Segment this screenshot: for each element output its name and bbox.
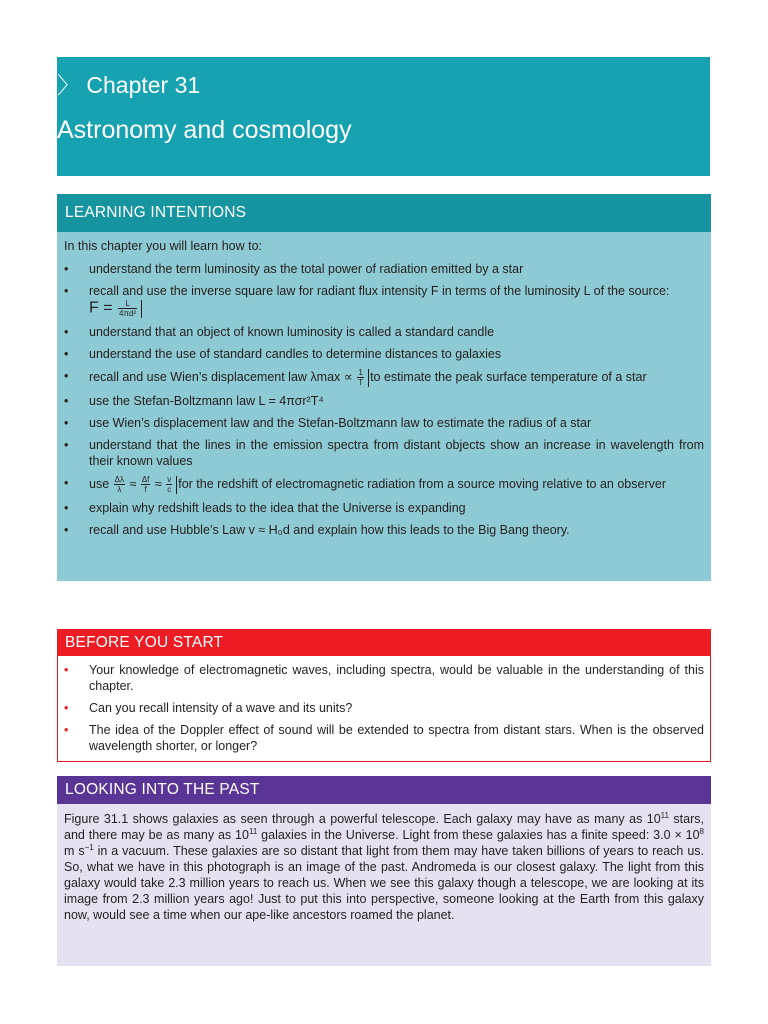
bullet-icon: • xyxy=(64,325,69,339)
bullet-icon: • xyxy=(64,501,69,515)
exponent: 8 xyxy=(699,827,704,836)
learning-item-text: recall and use Hubble’s Law v ≈ H₀d and explain how this leads to the Big Bang theory. xyxy=(89,523,570,537)
formula-fraction xyxy=(114,475,125,494)
learning-intentions-box xyxy=(57,194,711,581)
past-text: stars, and there may be as many as 10 xyxy=(64,812,704,842)
learning-item xyxy=(64,500,704,516)
learning-item-text: recall and use Wien’s displacement law xyxy=(89,369,307,384)
formula-numerator: v xyxy=(167,475,172,484)
formula-denominator: T xyxy=(358,378,364,387)
before-you-start-box xyxy=(57,629,711,762)
learning-item xyxy=(64,346,704,362)
looking-into-the-past-box xyxy=(57,776,711,966)
formula-denominator: 4πd² xyxy=(119,309,137,318)
before-item-text: The idea of the Doppler effect of sound will be extended to spectra from distant stars. When is the observed wavelength shorter, or longer? xyxy=(89,723,704,753)
past-paragraph xyxy=(57,804,711,923)
looking-into-the-past-heading: LOOKING INTO THE PAST xyxy=(57,776,711,804)
formula-cursor xyxy=(141,300,142,318)
approx-symbol: ≈ xyxy=(154,476,162,491)
learning-item-text: use Wien’s displacement law and the Stefan-Boltzmann law to estimate the radius of a star xyxy=(89,416,592,430)
formula-lhs: F = xyxy=(89,299,113,317)
learning-item xyxy=(64,437,704,469)
bullet-icon: • xyxy=(64,701,69,715)
learning-item-text: understand that the lines in the emission spectra from distant objects show an increase in wavelength from their known values xyxy=(89,438,704,468)
exponent: 11 xyxy=(248,827,258,836)
learning-item xyxy=(64,393,704,409)
learning-item-text: recall and use the inverse square law for radiant flux intensity F in terms of the luminosity L of the source: xyxy=(89,284,670,298)
wien-formula xyxy=(310,368,370,387)
learning-item xyxy=(64,368,704,387)
learning-item xyxy=(64,283,704,318)
inverse-square-formula xyxy=(89,299,143,318)
formula-denominator: c xyxy=(167,485,172,494)
bullet-icon: • xyxy=(64,347,69,361)
learning-item-text: understand the term luminosity as the total power of radiation emitted by a star xyxy=(89,262,524,276)
before-item-text: Your knowledge of electromagnetic waves, including spectra, would be valuable in the understanding of this chapter. xyxy=(89,663,704,693)
formula-numerator: L xyxy=(118,299,137,309)
chevron-right-icon: 〉 xyxy=(57,72,80,98)
bullet-icon: • xyxy=(64,416,69,430)
past-text: m s xyxy=(64,844,85,858)
exponent: 11 xyxy=(660,811,669,820)
formula-numerator: Δf xyxy=(141,475,150,484)
exponent: −1 xyxy=(84,843,94,852)
formula-fraction xyxy=(118,299,137,318)
bullet-icon: • xyxy=(64,369,69,383)
formula-fraction xyxy=(357,368,364,387)
bullet-icon: • xyxy=(64,438,69,452)
formula-cursor xyxy=(368,369,369,387)
learning-item-text-after: to estimate the peak surface temperature of a star xyxy=(370,369,647,384)
bullet-icon: • xyxy=(64,262,69,276)
bullet-icon: • xyxy=(64,476,69,490)
past-text: Figure 31.1 shows galaxies as seen through a powerful telescope. Each galaxy may have as many as 10 xyxy=(64,812,661,826)
learning-intentions-heading: LEARNING INTENTIONS xyxy=(57,194,711,232)
learning-item-text: explain why redshift leads to the idea that the Universe is expanding xyxy=(89,501,466,515)
bullet-icon: • xyxy=(64,723,69,737)
before-item xyxy=(64,700,704,716)
learning-intro: In this chapter you will learn how to: xyxy=(64,239,263,253)
bullet-icon: • xyxy=(64,663,69,677)
learning-item-text: understand that an object of known luminosity is called a standard candle xyxy=(89,325,495,339)
chapter-number: Chapter 31 xyxy=(86,72,201,98)
learning-item-text: use xyxy=(89,476,110,491)
bullet-icon: • xyxy=(64,284,69,298)
chapter-title: Astronomy and cosmology xyxy=(57,116,352,144)
formula-fraction xyxy=(141,475,151,494)
chapter-header xyxy=(57,57,710,176)
bullet-icon: • xyxy=(64,523,69,537)
formula-numerator: Δλ xyxy=(114,475,124,484)
bullet-icon: • xyxy=(64,394,69,408)
formula-numerator: 1 xyxy=(358,368,363,377)
learning-item-text: use the Stefan-Boltzmann law L = 4πσr²T⁴ xyxy=(89,394,324,408)
formula-denominator: f xyxy=(144,485,147,494)
redshift-formula xyxy=(113,475,179,494)
formula-denominator: λ xyxy=(117,485,122,494)
past-text: in a vacuum. These galaxies are so distant that light from them may have taken billions of years to reach us. So, what we have in this photograph is an image of the past. Andromeda is our closest galaxy. The light from this galaxy would take 2.3 million years to reach us. When we see this galaxy though a telescope, we are looking at its image from 2.3 million years ago! Just to put this into perspective, someone looking at the Earth from this galaxy now, would see a time when our ape-like ancestors roamed the planet. xyxy=(64,844,704,922)
learning-item xyxy=(64,475,704,494)
learning-item-text: understand the use of standard candles to determine distances to galaxies xyxy=(89,347,502,361)
learning-item xyxy=(64,261,704,277)
formula-lhs: λmax ∝ xyxy=(310,369,353,384)
formula-fraction xyxy=(166,475,172,494)
before-item-text: Can you recall intensity of a wave and its units? xyxy=(89,701,353,715)
learning-item-text-after: for the redshift of electromagnetic radiation from a source moving relative to an observer xyxy=(178,476,666,491)
approx-symbol: ≈ xyxy=(129,476,137,491)
before-you-start-heading: BEFORE YOU START xyxy=(57,629,711,656)
chapter-label xyxy=(57,71,200,99)
learning-item xyxy=(64,522,704,538)
past-text: galaxies in the Universe. Light from these galaxies has a finite speed: 3.0 × 10 xyxy=(257,828,700,842)
learning-item xyxy=(64,324,704,340)
before-item xyxy=(64,722,704,754)
before-item xyxy=(64,662,704,694)
learning-item xyxy=(64,415,704,431)
